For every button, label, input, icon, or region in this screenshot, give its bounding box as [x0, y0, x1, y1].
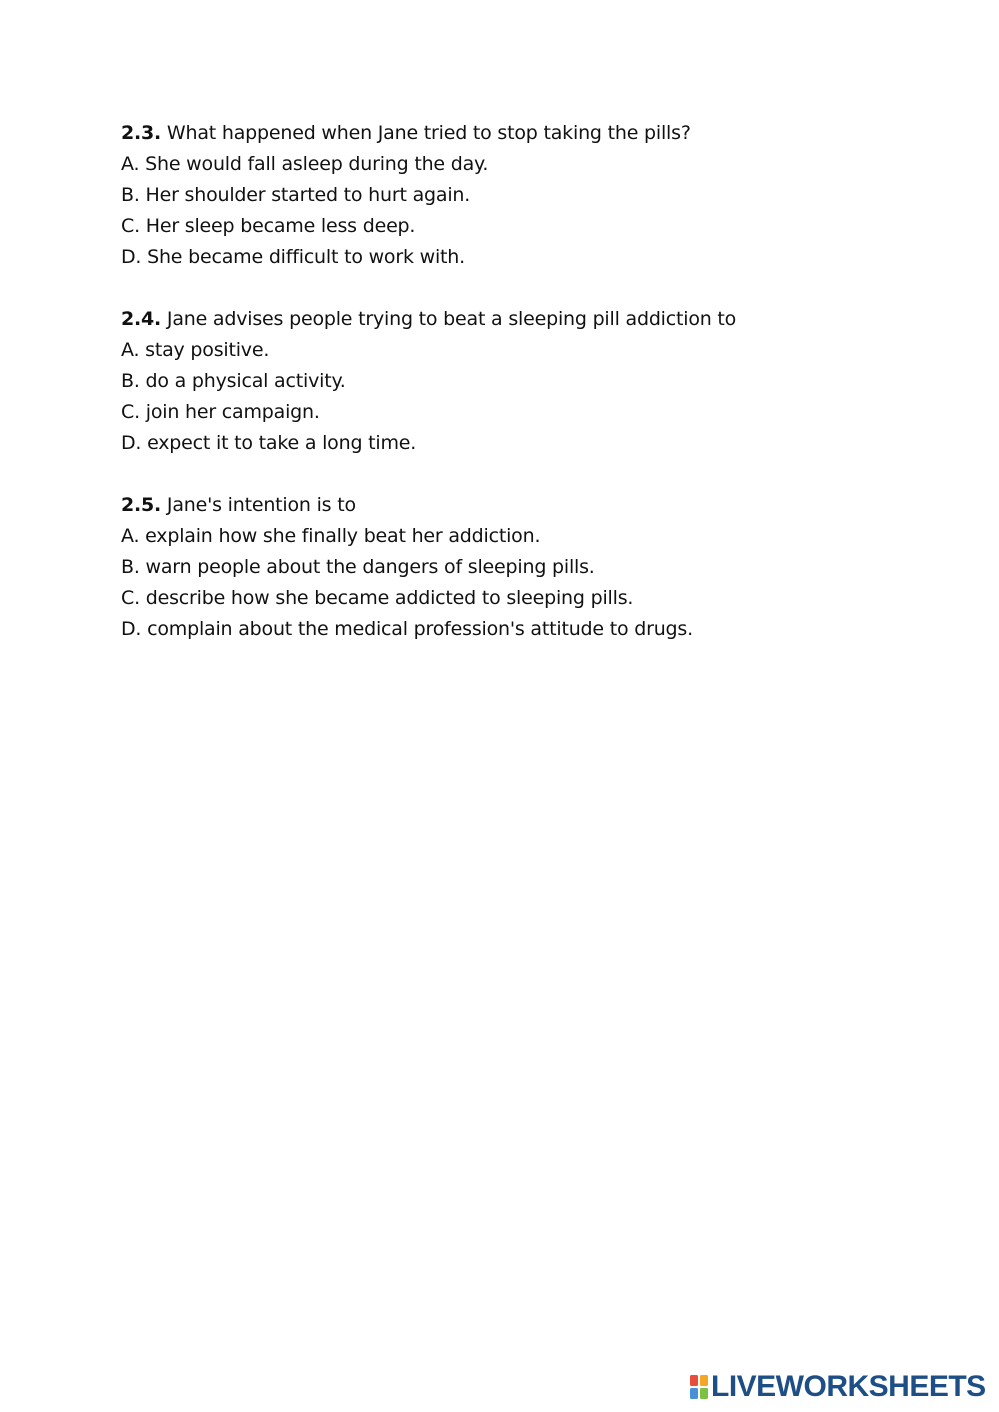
- question-2-4: [121, 304, 921, 459]
- answer-option: A. explain how she finally beat her addiction.: [121, 525, 541, 547]
- question-stem: [121, 304, 921, 335]
- question-number: 2.4.: [121, 308, 162, 330]
- worksheet-content: [121, 118, 921, 676]
- question-2-5: [121, 490, 921, 645]
- answer-option: B. warn people about the dangers of sleeping pills.: [121, 556, 595, 578]
- answer-option: A. She would fall asleep during the day.: [121, 153, 489, 175]
- answer-option: A. stay positive.: [121, 339, 270, 361]
- question-2-3: [121, 118, 921, 273]
- question-number: 2.3.: [121, 122, 162, 144]
- answer-option: D. expect it to take a long time.: [121, 432, 417, 454]
- question-stem: [121, 118, 921, 149]
- question-text: Jane advises people trying to beat a sleeping pill addiction to: [161, 308, 737, 330]
- answer-option: D. She became difficult to work with.: [121, 246, 465, 268]
- answer-option: C. join her campaign.: [121, 401, 320, 423]
- answer-option: B. do a physical activity.: [121, 370, 346, 392]
- question-text: What happened when Jane tried to stop taking the pills?: [161, 122, 691, 144]
- answer-option: D. complain about the medical profession's attitude to drugs.: [121, 618, 693, 640]
- liveworksheets-brand: [690, 1371, 986, 1403]
- question-text: Jane's intention is to: [161, 494, 356, 516]
- answer-option: C. describe how she became addicted to sleeping pills.: [121, 587, 634, 609]
- liveworksheets-logo-icon: [690, 1375, 708, 1399]
- answer-option: C. Her sleep became less deep.: [121, 215, 416, 237]
- question-number: 2.5.: [121, 494, 162, 516]
- question-stem: [121, 490, 921, 521]
- answer-option: B. Her shoulder started to hurt again.: [121, 184, 471, 206]
- brand-name: LIVEWORKSHEETS: [711, 1370, 986, 1403]
